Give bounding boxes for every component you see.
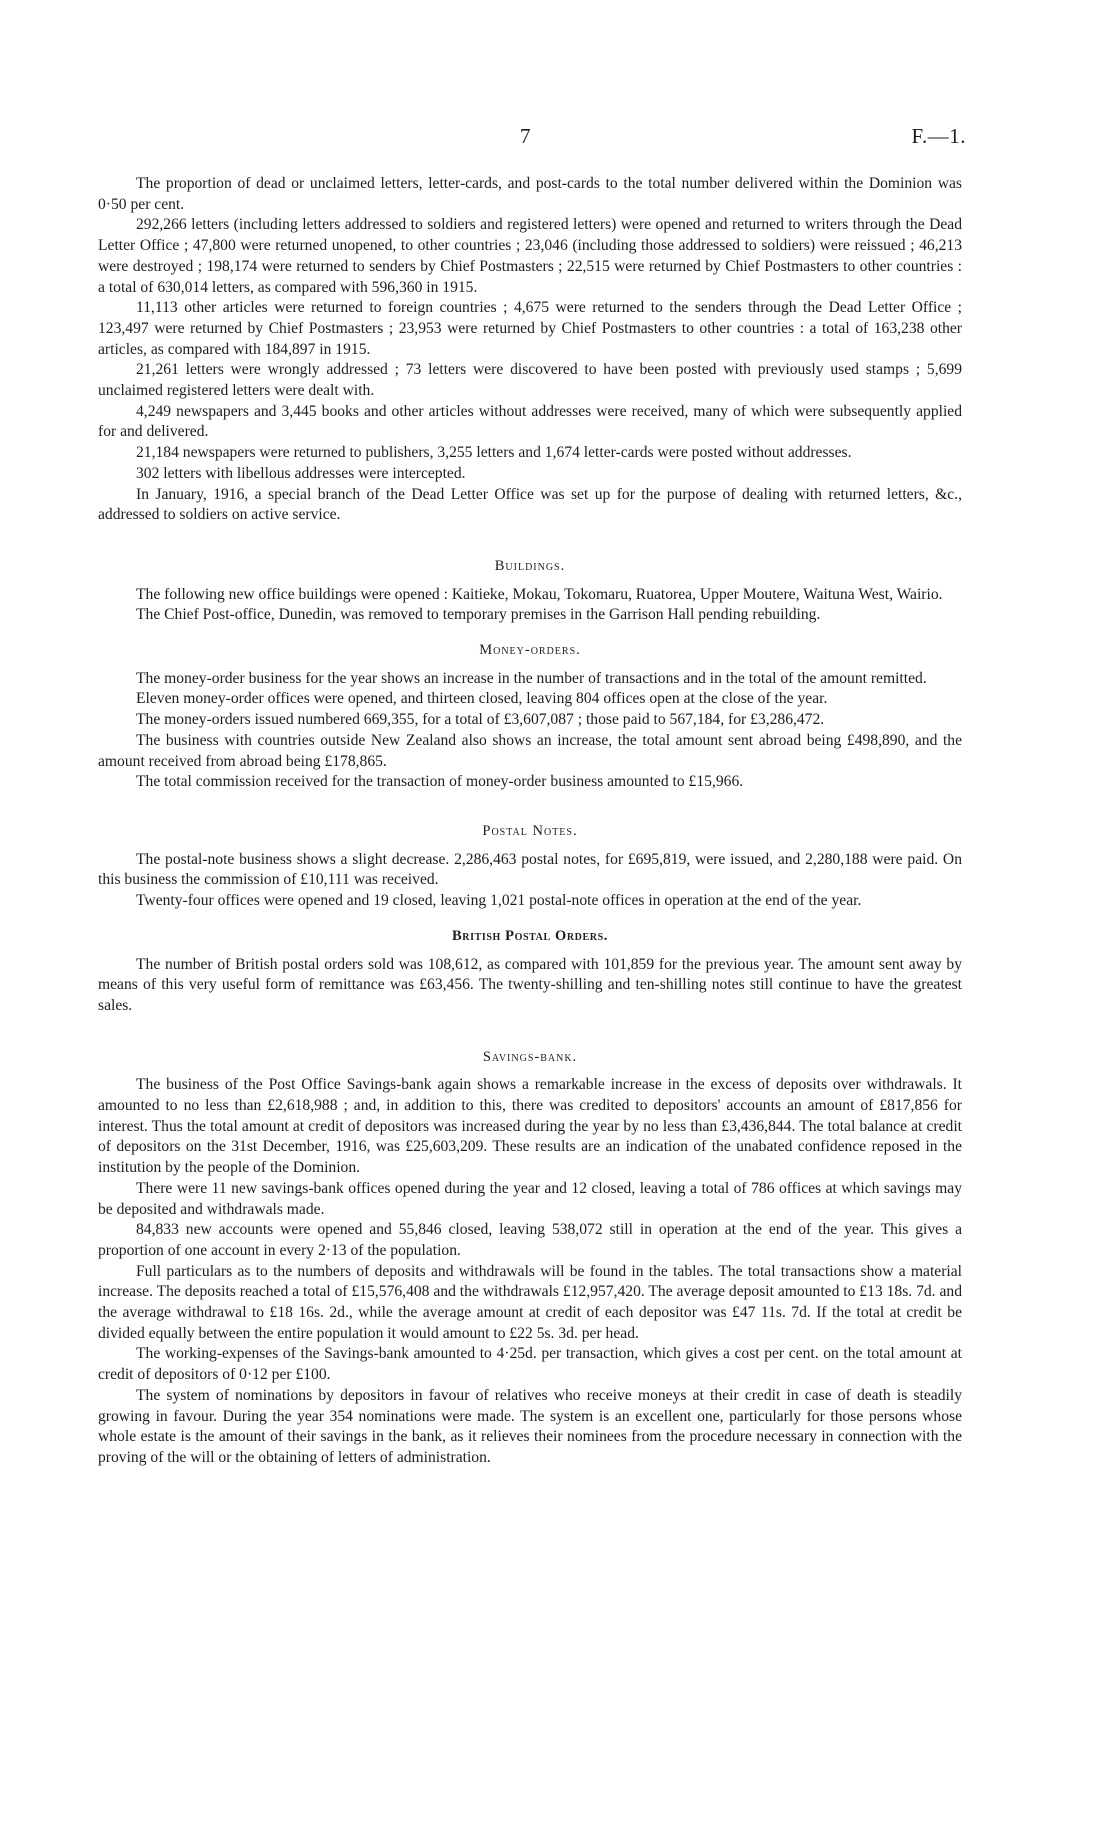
section-heading: Money-orders.: [479, 642, 581, 659]
paragraph: There were 11 new savings-bank offices opened during the year and 12 closed, leaving a total of 786 offices at which savings may be deposited and withdrawals made.: [98, 1179, 962, 1218]
page-header: [0, 124, 1114, 154]
page-number: 7: [520, 124, 531, 148]
paragraph: 11,113 other articles were returned to foreign countries ; 4,675 were returned to the senders through the Dead Letter Office ; 123,497 were returned by Chief Postmasters ; 23,953 were returned by Chief Postmasters to other countries : a total of 163,238 other articles, as compared with 184,897 in 1915.: [98, 299, 962, 358]
paragraph: The number of British postal orders sold was 108,612, as compared with 101,859 for the previous year. The amount sent away by means of this very useful form of remittance was £63,456. The twenty-shilling and ten-shilling notes still continue to have the greatest sales.: [98, 955, 962, 1014]
section-money-orders: [98, 640, 962, 793]
paragraph: 292,266 letters (including letters addressed to soldiers and registered letters) were opened and returned to writers through the Dead Letter Office ; 47,800 were returned unopened, to other countries ; 23,046 (including those addressed to soldiers) were reissued ; 46,213 were destroyed ; 198,174 were returned to senders by Chief Postmasters ; 22,515 were returned by Chief Postmasters to other countries : a total of 630,014 letters, as compared with 596,360 in 1915.: [98, 216, 962, 296]
section-heading: Buildings.: [494, 557, 566, 574]
paragraph: Full particulars as to the numbers of deposits and withdrawals will be found in the tables. The total transactions show a material increase. The deposits reached a total of £15,576,408 and the withdrawals £12,957,420. The average deposit amounted to £13 18s. 7d. and the average withdrawal to £18 16s. 2d., while the average amount at credit of each depositor was £47 11s. 7d. If the total at credit be divided equally between the entire population it would amount to £22 5s. 3d. per head.: [98, 1262, 962, 1342]
paragraph: The money-orders issued numbered 669,355, for a total of £3,607,087 ; those paid to 567,184, for £3,286,472.: [136, 711, 825, 729]
paragraph: The total commission received for the transaction of money-order business amounted to £15,966.: [136, 773, 744, 791]
section-british-postal-orders: [98, 926, 962, 1017]
paragraph: The proportion of dead or unclaimed letters, letter-cards, and post-cards to the total number delivered within the Dominion was 0·50 per cent.: [98, 175, 962, 213]
paragraph: The following new office buildings were opened : Kaitieke, Mokau, Tokomaru, Ruatorea, Upper Moutere, Waituna West, Wairio.: [136, 585, 943, 603]
paragraph: In January, 1916, a special branch of the Dead Letter Office was set up for the purpose of dealing with returned letters, &c., addressed to soldiers on active service.: [98, 485, 962, 524]
paragraph: The business of the Post Office Savings-bank again shows a remarkable increase in the excess of deposits over withdrawals. It amounted to no less than £2,618,988 ; and, in addition to this, there was credited to depositors' accounts an amount of £817,856 for interest. Thus the total amount at credit of depositors was increased during the year by no less than £3,436,844. The total balance at credit of depositors on the 31st December, 1916, was £25,603,209. These results are an indication of the unabated confidence reposed in the institution by the people of the Dominion.: [98, 1076, 962, 1177]
paragraph: 4,249 newspapers and 3,445 books and other articles without addresses were received, many of which were subsequently applied for and delivered.: [98, 402, 962, 441]
paragraph: The business with countries outside New Zealand also shows an increase, the total amount sent abroad being £498,890, and the amount received from abroad being £178,865.: [98, 731, 962, 770]
paragraph: The money-order business for the year shows an increase in the number of transactions and in the total of the amount remitted.: [136, 669, 927, 687]
paragraph: The working-expenses of the Savings-bank amounted to 4·25d. per transaction, which gives a cost per cent. on the total amount at credit of depositors of 0·12 per £100.: [98, 1345, 962, 1384]
paragraph: 302 letters with libellous addresses were intercepted.: [136, 464, 466, 482]
section-dead-letters: [98, 174, 962, 526]
section-savings-bank: [98, 1047, 962, 1469]
paragraph: Eleven money-order offices were opened, and thirteen closed, leaving 804 offices open at the close of the year.: [136, 690, 828, 708]
paragraph: Twenty-four offices were opened and 19 closed, leaving 1,021 postal-note offices in operation at the end of the year.: [136, 892, 862, 910]
page-body: [98, 174, 962, 1469]
section-postal-notes: [98, 821, 962, 912]
section-heading: Postal Notes.: [482, 822, 578, 839]
paragraph: The Chief Post-office, Dunedin, was removed to temporary premises in the Garrison Hall pending rebuilding.: [136, 606, 821, 624]
section-heading: Savings-bank.: [482, 1048, 578, 1065]
paragraph: 21,184 newspapers were returned to publishers, 3,255 letters and 1,674 letter-cards were posted without addresses.: [136, 444, 852, 462]
paragraph: 84,833 new accounts were opened and 55,846 closed, leaving 538,072 still in operation at the end of the year. This gives a proportion of one account in every 2·13 of the population.: [98, 1221, 962, 1259]
paragraph: The postal-note business shows a slight decrease. 2,286,463 postal notes, for £695,819, were issued, and 2,280,188 were paid. On this business the commission of £10,111 was received.: [98, 850, 962, 889]
paragraph: The system of nominations by depositors in favour of relatives who receive moneys at their credit in case of death is steadily growing in favour. During the year 354 nominations were made. The system is an excellent one, particularly for those persons whose whole estate is the amount of their savings in the bank, as it relieves their nominees from the procedure necessary in connection with the proving of the will or the obtaining of letters of administration.: [98, 1386, 962, 1466]
paragraph: 21,261 letters were wrongly addressed ; 73 letters were discovered to have been posted with previously used stamps ; 5,699 unclaimed registered letters were dealt with.: [98, 361, 962, 400]
document-code: F.—1.: [911, 124, 966, 148]
section-heading: British Postal Orders.: [452, 927, 608, 944]
section-buildings: [98, 556, 962, 626]
